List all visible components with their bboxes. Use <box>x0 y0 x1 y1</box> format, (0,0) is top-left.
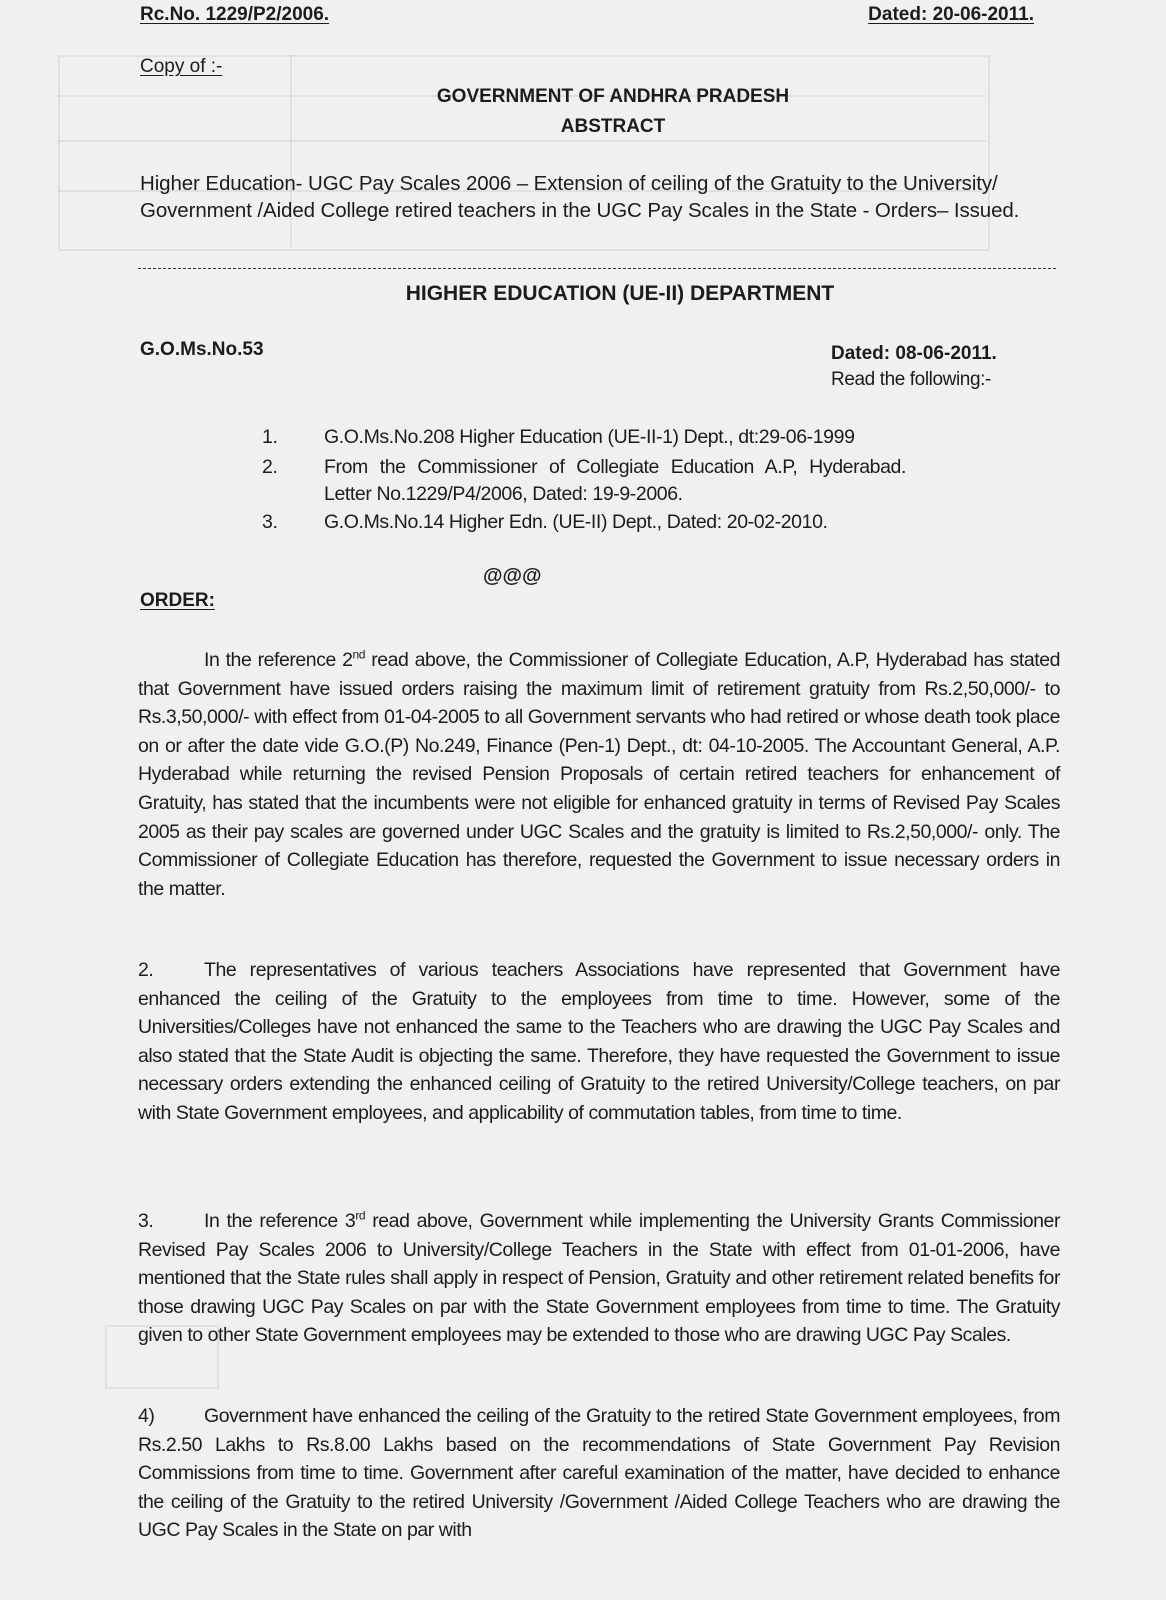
subject-text: Higher Education- UGC Pay Scales 2006 – Extension of ceiling of the Gratuity to the University/ Government /Aided College retired teachers in the UGC Pay Scales in the State - Orders– Issued. <box>140 172 1020 222</box>
read-following-label: Read the following:- <box>831 369 991 390</box>
department-heading: HIGHER EDUCATION (UE-II) DEPARTMENT <box>405 282 835 305</box>
paragraph-number: 3. <box>138 1210 154 1232</box>
dashed-divider <box>138 268 1056 269</box>
order-paragraph-3 <box>138 1207 1060 1350</box>
reference-item-text: From the Commissioner of Collegiate Education A.P, Hyderabad. Letter No.1229/P4/2006, Dated: 19-9-2006. <box>324 456 906 505</box>
reference-number: Rc.No. 1229/P2/2006. <box>140 4 330 25</box>
reference-item-number: 3. <box>262 511 278 533</box>
reference-date: Dated: 20-06-2011. <box>868 4 1034 25</box>
ordinal-suffix: nd <box>352 647 365 662</box>
order-paragraph-4 <box>138 1402 1060 1545</box>
reference-item-text: G.O.Ms.No.208 Higher Education (UE-II-1) Dept., dt:29-06-1999 <box>324 426 855 448</box>
abstract-heading: ABSTRACT <box>560 116 666 137</box>
paragraph-text: In the reference 3 <box>204 1210 356 1232</box>
government-heading: GOVERNMENT OF ANDHRA PRADESH <box>436 86 790 107</box>
paragraph-text: The representatives of various teachers Associations have represented that Government have enhanced the ceiling of the Gratuity to the employees from time to time. However, some of the Universities/Colleges have not enhanced the same to the Teachers who are drawing the UGC Pay Scales and also stated that the State Audit is objecting the same. Therefore, they have requested the Government to issue necessary orders extending the enhanced ceiling of Gratuity to the retired University/College teachers, on par with State Government employees, and applicability of commutation tables, from time to time. <box>138 959 1060 1124</box>
paragraph-text: read above, Government while implementing the University Grants Commissioner Revised Pay Scales 2006 to University/College Teachers in the State with effect from 01-01-2006, have mentioned that the State rules shall apply in respect of Pension, Gratuity and other retirement related benefits for those drawing UGC Pay Scales on par with the State Government employees from time to time. The Gratuity given to other State Government employees may be extended to those who are drawing UGC Pay Scales. <box>138 1210 1060 1347</box>
paragraph-text: read above, the Commissioner of Collegiate Education, A.P, Hyderabad has stated that Government have issued orders raising the maximum limit of retirement gratuity from Rs.2,50,000/- to Rs.3,50,000/- with effect from 01-04-2005 to all Government servants who had retired or whose death took place on or after the date vide G.O.(P) No.249, Finance (Pen-1) Dept., dt: 04-10-2005. The Accountant General, A.P. Hyderabad while returning the revised Pension Proposals of certain retired teachers for enhancement of Gratuity, has stated that the incumbents were not eligible for enhanced gratuity in terms of Revised Pay Scales 2005 as their pay scales are governed under UGC Scales and the gratuity is limited to Rs.2,50,000/- only. The Commissioner of Collegiate Education has therefore, requested the Government to issue necessary orders in the matter. <box>138 649 1060 900</box>
paragraph-text: Government have enhanced the ceiling of the Gratuity to the retired State Government employees, from Rs.2.50 Lakhs to Rs.8.00 Lakhs based on the recommendations of State Government Pay Revision Commissions from time to time. Government after careful examination of the matter, have decided to enhance the ceiling of the Gratuity to the retired University /Government /Aided College Teachers who are drawing the UGC Pay Scales in the State on par with <box>138 1405 1060 1542</box>
ordinal-suffix: rd <box>355 1208 366 1223</box>
reference-item-text: G.O.Ms.No.14 Higher Edn. (UE-II) Dept., Dated: 20-02-2010. <box>324 511 828 533</box>
order-paragraph-1 <box>138 646 1060 903</box>
reference-item-number: 1. <box>262 426 278 448</box>
paragraph-number: 4) <box>138 1405 155 1427</box>
bleed-through-rule <box>58 140 986 142</box>
go-date: Dated: 08-06-2011. <box>831 343 997 364</box>
order-label: ORDER: <box>140 590 215 611</box>
order-paragraph-2 <box>138 956 1060 1128</box>
reference-item-number: 2. <box>262 456 278 478</box>
separator-mark: @@@ <box>483 565 542 587</box>
go-number: G.O.Ms.No.53 <box>140 339 264 360</box>
paragraph-number: 2. <box>138 959 154 981</box>
paragraph-text: In the reference 2 <box>204 649 353 671</box>
copy-of-label: Copy of :- <box>140 56 223 77</box>
